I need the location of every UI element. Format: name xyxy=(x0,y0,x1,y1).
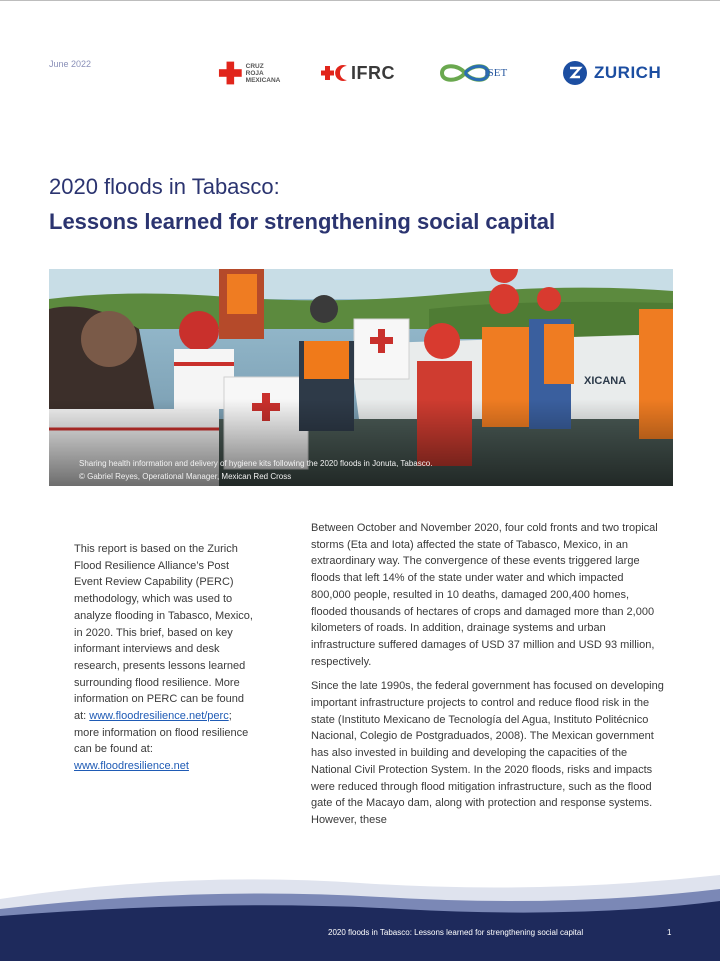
title-line-2: Lessons learned for strengthening social capital xyxy=(49,209,556,234)
ifrc-wordmark: IFRC xyxy=(351,62,395,83)
zurich-logo xyxy=(563,57,661,89)
red-cross-icon xyxy=(218,60,243,86)
cruz-roja-mexicana-logo xyxy=(218,57,282,89)
body-paragraph-1: Between October and November 2020, four cold fronts and two tropical storms (Eta and Iota) affected the state of Tabasco, Mexico, in an extraordinary way. The convergence of these events triggered large floods that left 14% of the state under water and which impacted 800,000 people, resulted in 10 deaths, damaged 200,400 homes, flooded thousands of hectares of crops and damaged more than 2,000 kilometers of roads. In addition, drainage systems and urban infrastructure suffered damages of USD 37 million and USD 93 million, respectively. xyxy=(311,522,658,668)
ifrc-logo xyxy=(321,57,395,89)
page-number: 1 xyxy=(667,928,672,937)
iset-wordmark: ISET xyxy=(484,67,508,79)
iset-logo xyxy=(438,57,507,89)
sidebar-text: This report is based on the Zurich Flood Resilience Alliance’s Post Event Review Capability (PERC) methodology, which was used to analyze flooding in Tabasco, Mexico, in 2020. This brief, based on key informant interviews and desk research, presents lessons learned surrounding flood resilience. More information on PERC can be found at: xyxy=(74,543,253,723)
main-text xyxy=(311,520,666,837)
cruz-roja-line1: CRUZ ROJA xyxy=(245,62,264,77)
footer-title: 2020 floods in Tabasco: Lessons learned for strengthening social capital xyxy=(328,928,584,937)
zurich-wordmark: ZURICH xyxy=(594,63,662,82)
photo-credit-line: © Gabriel Reyes, Operational Manager, Mexican Red Cross xyxy=(79,472,292,481)
hero-photo xyxy=(49,269,673,486)
body-paragraph-2: Since the late 1990s, the federal government has focused on developing important infrastructure projects to control and reduce flood risk in the state (Instituto Mexicano de Tecnología del Agua, Instituto Politécnico Nacional, Colegio de Postgraduados, 2008). The Mexican government has also invested in building and developing the capacities of the National Civil Protection System. In the 2020 floods, risks and impacts were reduced through flood mitigation infrastructure, such as the flood gate of the Macayo dam, along with protection and response systems. However, these xyxy=(311,680,664,826)
floodresilience-link[interactable]: www.floodresilience.net xyxy=(74,760,189,773)
footer-wave xyxy=(0,861,720,961)
report-date: June 2022 xyxy=(49,59,92,69)
cross-crescent-icon xyxy=(321,63,349,83)
cruz-roja-line2: MEXICANA xyxy=(245,76,281,84)
footer-band xyxy=(0,861,720,961)
flood-relief-photo xyxy=(49,269,673,486)
title-line-1: 2020 floods in Tabasco: xyxy=(49,174,280,199)
photo-caption-line1: Sharing health information and delivery of hygiene kits following the 2020 floods in Jonuta, Tabasco. xyxy=(79,459,433,468)
perc-link[interactable]: www.floodresilience.net/perc xyxy=(89,710,229,723)
sidebar-text-middle: ; more information on flood resilience can be found at: xyxy=(74,710,249,756)
sidebar-note xyxy=(74,541,256,775)
zurich-z-icon xyxy=(563,61,587,85)
